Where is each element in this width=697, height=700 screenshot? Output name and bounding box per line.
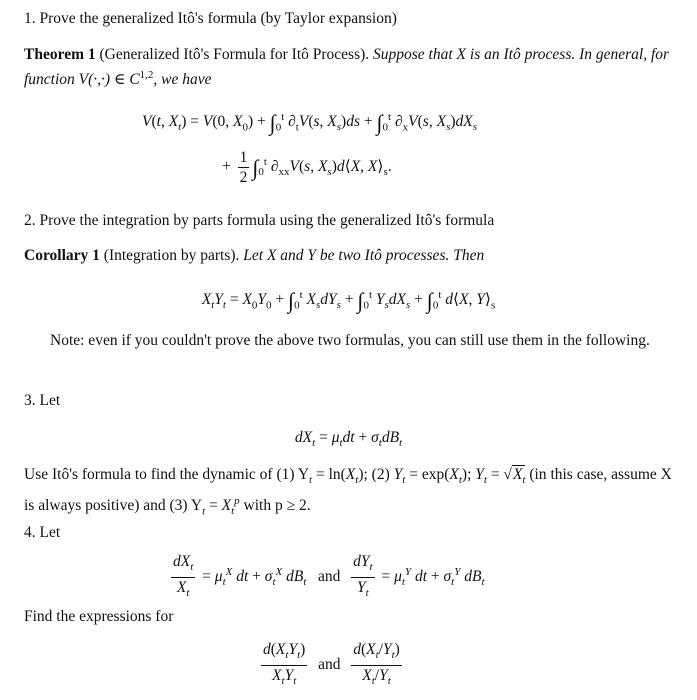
problem-4-heading: 4. Let	[24, 524, 61, 541]
problem-1-heading: 1. Prove the generalized Itô's formula (by Taylor expansion)	[24, 10, 397, 27]
theorem-label: Theorem 1	[24, 46, 96, 63]
integration-by-parts-formula: $X_tY_t = X_0Y_0 + \int_0^t$ $X_sdY_s + \int_0^t$ $Y_sdX_s + \int_0^t$ d⟨X, $Y⟩_s$	[201, 288, 496, 314]
corollary-text: Let X and Y be two Itô processes. Then	[243, 247, 485, 264]
returns-dynamics: $\frac{dX_t}{X_t}$ = $\mu_t^X$ dt + $\sigma_t^X$ $dB_t$ and $\frac{dY_t}{Y_t}$ = $\mu_t^Y$ dt + $\sigma_t^Y$ $dB_t$	[173, 553, 485, 600]
ito-formula-line-1: V(t, $X_t) = V(0$, $X_0) + \int_0^t$ $\partial_tV(s$, $X_s)ds + \int_0^t$ $\partial_xV(s$, $X_s)dX_s$	[142, 110, 478, 136]
task-text-2: this case, assume X is always positive) and (3) Y	[24, 466, 672, 515]
theorem-end: , we have	[153, 71, 212, 89]
problem-3-heading: 3. Let	[24, 392, 61, 409]
corollary-title: (Integration by parts).	[103, 247, 240, 264]
theorem-1	[24, 44, 684, 90]
theorem-title: (Generalized Itô's Formula for Itô Process).	[99, 46, 370, 63]
note-paragraph: Note: even if you couldn't prove the above two formulas, you can still use them in the following.	[50, 332, 650, 349]
p-condition: with p ≥ 2.	[243, 497, 311, 515]
theorem-text: Suppose that X is an Itô process. In general, for function V(·,·) ∈ C	[24, 46, 670, 89]
find-expressions-text: Find the expressions for	[24, 608, 174, 625]
target-expressions: $\frac{d(X_tY_t)}{X_tY_t}$ and $\frac{d(X_t/Y_t)}{X_t/Y_t}$	[263, 641, 400, 688]
corollary-1	[24, 245, 684, 266]
theorem-sup: 1,2	[139, 69, 154, 81]
and-word-1: and	[318, 568, 341, 586]
ito-formula-line-2: + $\frac{1}{2}$ $\int_0^t$ $\partial_{xx}V(s$, $X_s)d⟨X$, $X⟩_s$.	[222, 149, 392, 186]
problem-3-task: Use Itô's formula to find the dynamic of (1) $Y_t = \ln(X_t)$; (2) $Y_t = \exp(X_t)$; $Y_t = √X_t$ (in this case, assume X is always positive) and (3) $Y_t = X_t^p$ with p ≥ 2.	[24, 466, 672, 518]
corollary-label: Corollary 1	[24, 247, 100, 264]
task-text-1: Use Itô's formula to find the dynamic of (1) Y	[24, 466, 310, 483]
sde-dynamic: $dX_t = \mu_tdt + \sigma_tdB_t$	[294, 429, 403, 450]
problem-2-heading: 2. Prove the integration by parts formula using the generalized Itô's formula	[24, 212, 495, 229]
and-word-2: and	[318, 656, 341, 674]
